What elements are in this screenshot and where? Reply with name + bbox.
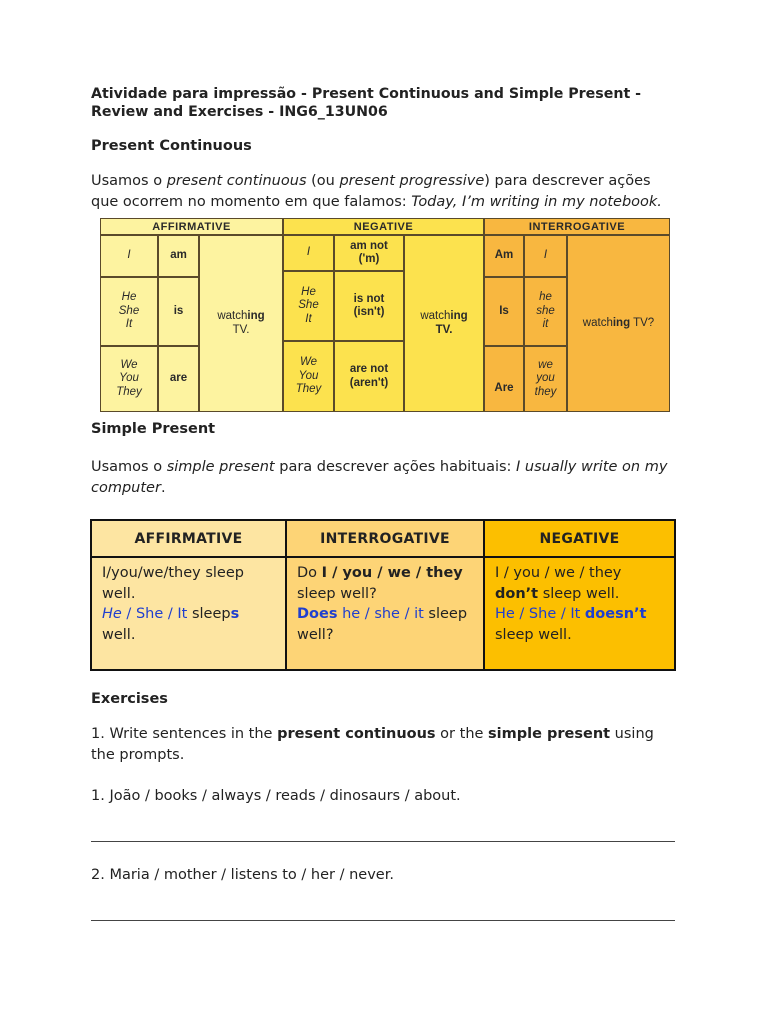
sp-cell-interrogative: Do I / you / we / they sleep well? Does he / she / it sleep well? — [297, 565, 468, 643]
exercise-item-1: 1. João / books / always / reads / dinosaurs / about. — [91, 788, 461, 804]
pc-aff-main-verb: watching TV. — [199, 235, 283, 412]
document-title: Atividade para impressão - Present Continuous and Simple Present - Review and Exercises - ING6_13UN06 — [91, 86, 642, 120]
simple-present-intro: Usamos o simple present para descrever ações habituais: I usually write on my computer. — [91, 459, 668, 496]
sp-header-affirmative: AFFIRMATIVE — [92, 521, 285, 558]
pc-header-interrogative: INTERROGATIVE — [484, 218, 670, 235]
pc-aff-subject-1: I — [100, 235, 158, 277]
sp-col-interrogative — [287, 521, 485, 669]
present-continuous-example: Today, I’m writing in my notebook. — [411, 193, 662, 210]
pc-aff-subject-3: We You They — [100, 346, 158, 412]
pc-header-affirmative: AFFIRMATIVE — [100, 218, 283, 235]
sp-cell-affirmative: I/you/we/they sleep well. He / She / It sleeps well. — [102, 565, 244, 643]
answer-line-2[interactable] — [91, 920, 675, 921]
pc-neg-verb-3: are not (aren't) — [334, 341, 404, 412]
exercises-heading: Exercises — [91, 691, 168, 707]
simple-present-example: I usually write on my computer — [91, 459, 668, 496]
sp-col-affirmative — [92, 521, 287, 669]
sp-cell-negative: I / you / we / they don’t sleep well. He / She / It doesn’t sleep well. — [495, 565, 647, 643]
pc-int-subject-3: we you they — [524, 346, 567, 412]
simple-present-heading: Simple Present — [91, 421, 216, 437]
pc-int-subject-1: I — [524, 235, 567, 277]
pc-neg-subject-2: He She It — [283, 271, 334, 341]
sp-header-interrogative: INTERROGATIVE — [287, 521, 483, 558]
pc-int-main-verb: watching TV? — [567, 235, 670, 412]
pc-neg-verb-2: is not (isn't) — [334, 271, 404, 341]
sp-header-negative: NEGATIVE — [485, 521, 674, 558]
pc-int-verb-1: Am — [484, 235, 524, 277]
exercise-item-2: 2. Maria / mother / listens to / her / never. — [91, 867, 394, 883]
present-continuous-chart — [100, 218, 670, 412]
answer-line-1[interactable] — [91, 841, 675, 842]
present-continuous-heading: Present Continuous — [91, 138, 252, 154]
pc-neg-main-verb: watching TV. — [404, 235, 484, 412]
pc-neg-verb-1: am not ('m) — [334, 235, 404, 271]
pc-aff-verb-2: is — [158, 277, 199, 346]
pc-int-verb-3: Are — [484, 346, 524, 412]
simple-present-table — [90, 519, 676, 671]
pc-int-verb-2: Is — [484, 277, 524, 346]
pc-aff-subject-2: He She It — [100, 277, 158, 346]
pc-header-negative: NEGATIVE — [283, 218, 484, 235]
sp-col-negative — [485, 521, 674, 669]
pc-aff-verb-3: are — [158, 346, 199, 412]
pc-int-subject-2: he she it — [524, 277, 567, 346]
pc-neg-subject-3: We You They — [283, 341, 334, 412]
pc-aff-verb-1: am — [158, 235, 199, 277]
present-continuous-intro: Usamos o present continuous (ou present progressive) para descrever ações que ocorrem no momento em que falamos: Today, I’m writing in my notebook. — [91, 173, 662, 210]
exercise-instruction: 1. Write sentences in the present continuous or the simple present using the prompts. — [91, 726, 654, 763]
pc-neg-subject-1: I — [283, 235, 334, 271]
